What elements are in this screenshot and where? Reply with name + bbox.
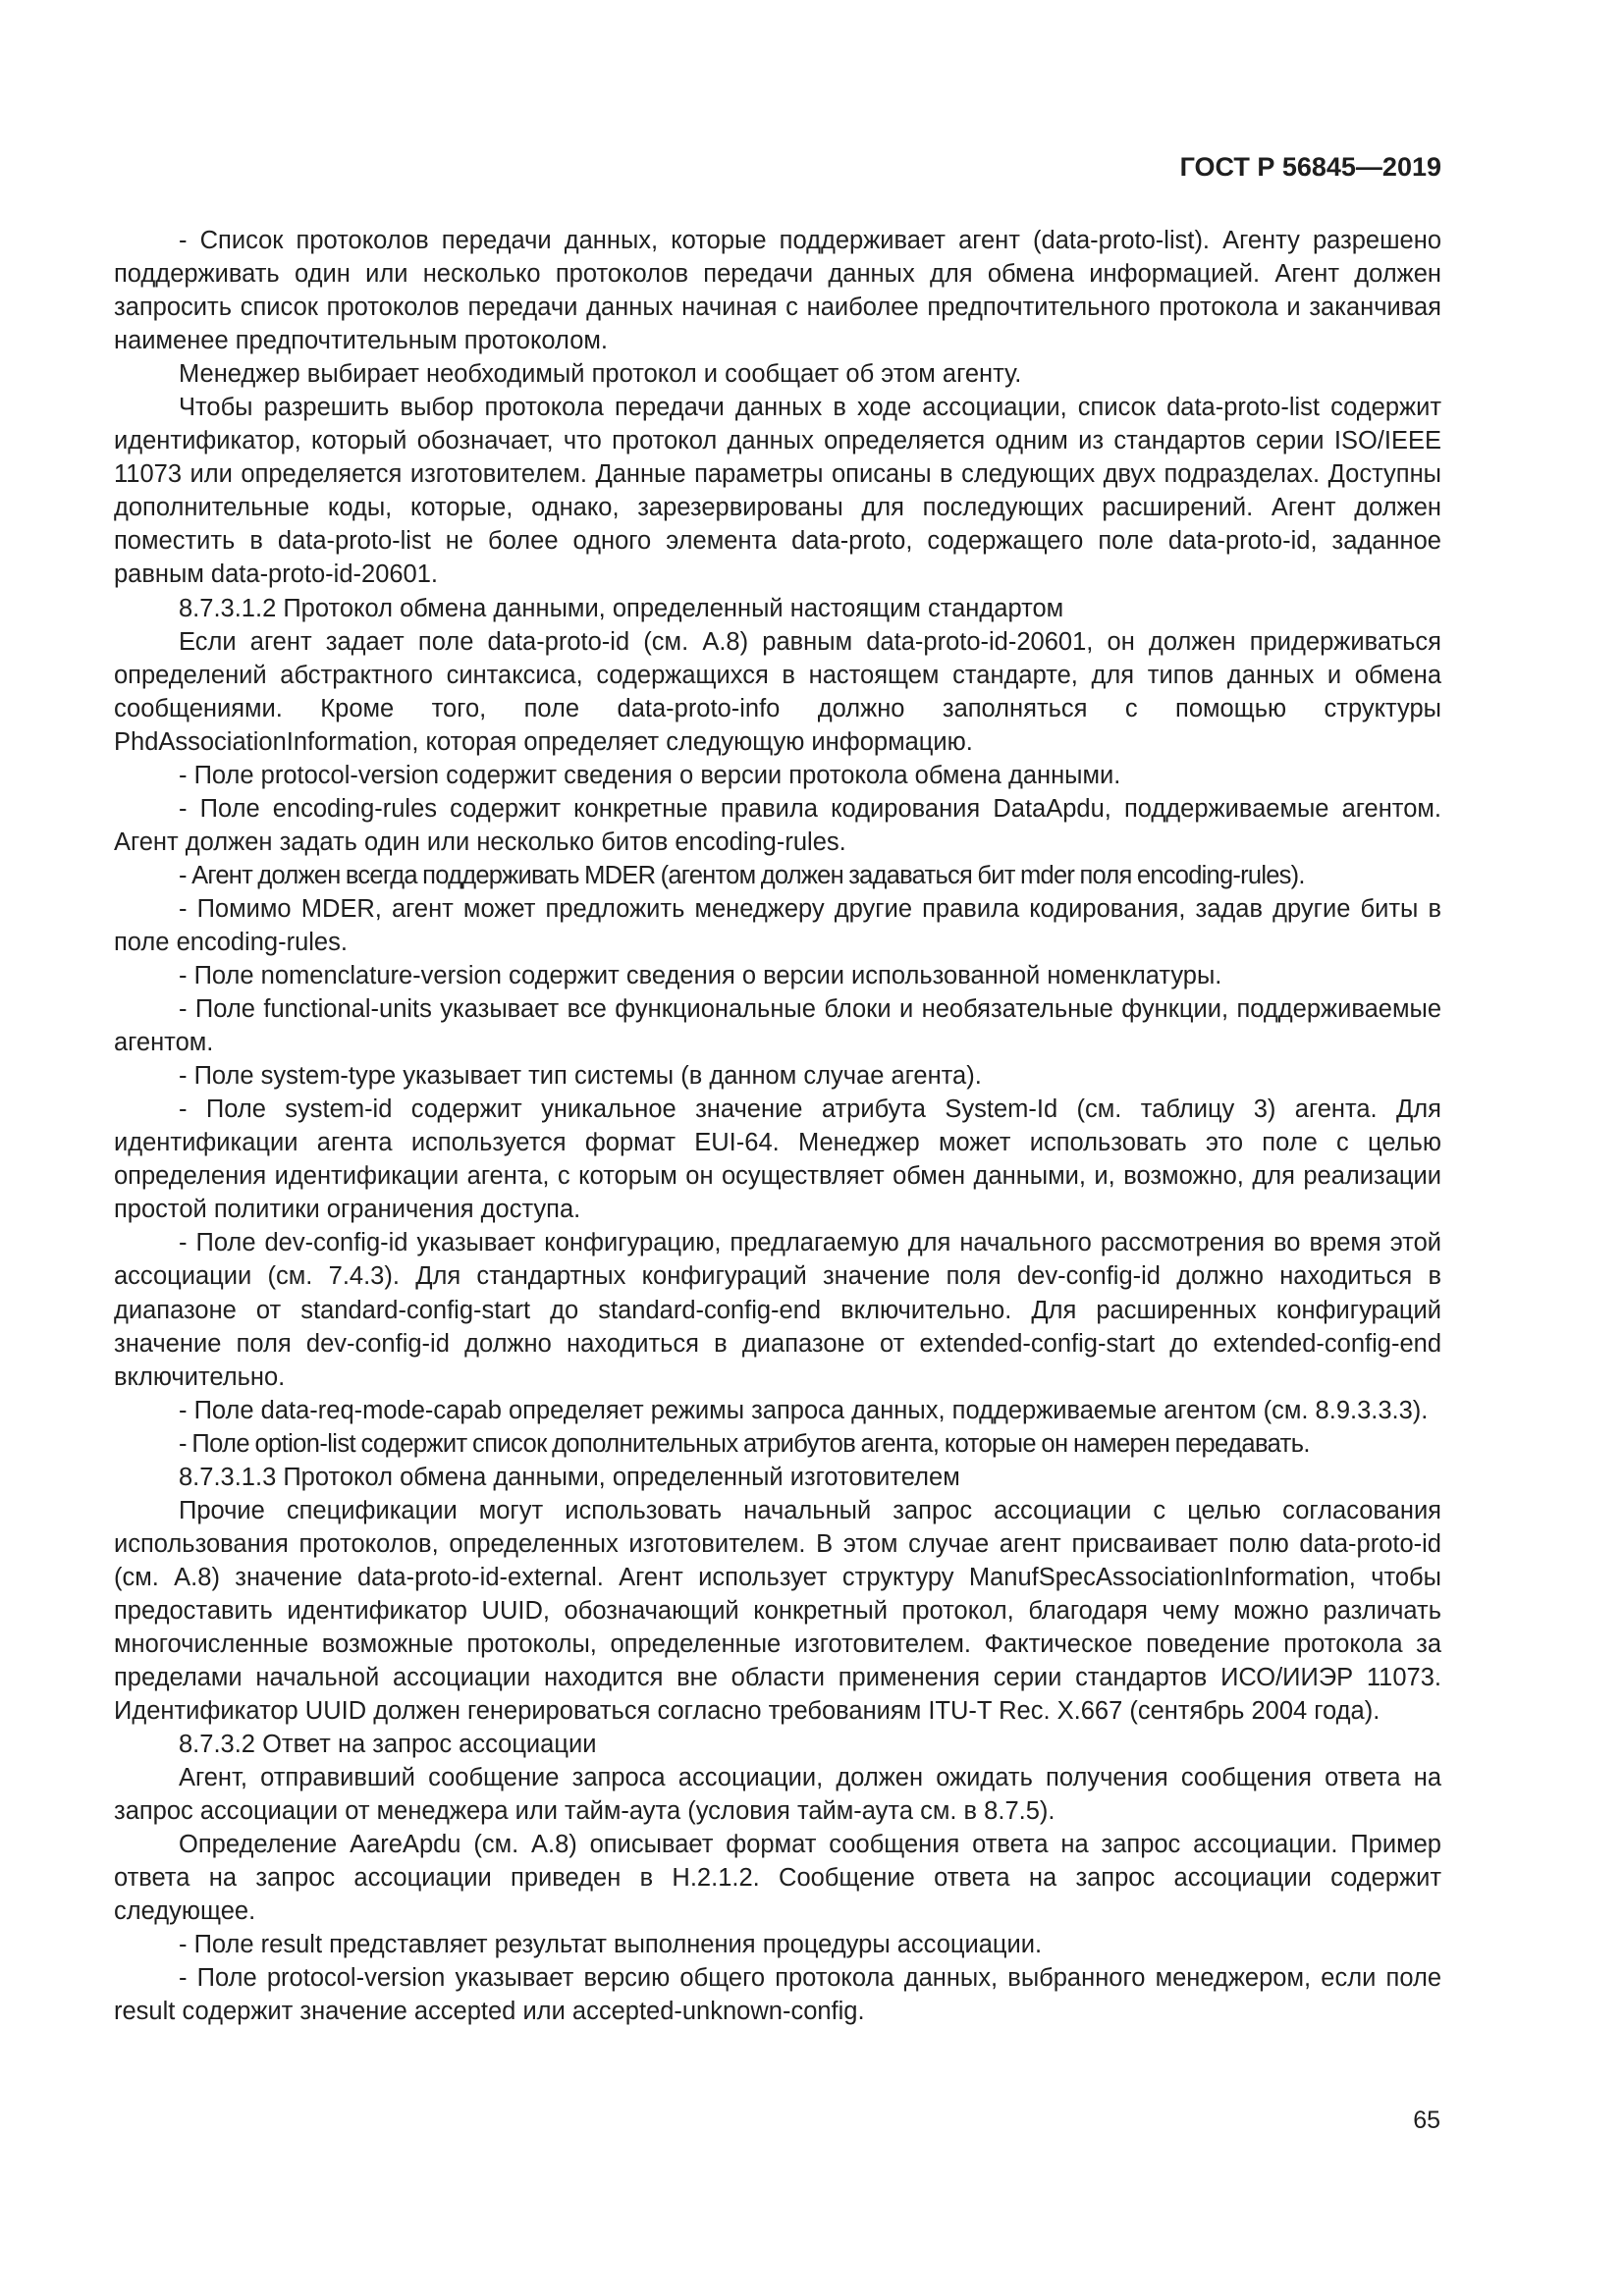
document-body — [114, 224, 1441, 2029]
paragraph: Агент, отправивший сообщение запроса ассоциации, должен ожидать получения сообщения ответа на запрос ассоциации от менеджера или тайм-аута (условия тайм-аута см. в 8.7.5). — [114, 1764, 1441, 1826]
list-item: - Поле protocol-version содержит сведения о версии протокола обмена данными. — [179, 761, 1121, 789]
section-heading: 8.7.3.1.2 Протокол обмена данными, определенный настоящим стандартом — [179, 594, 1064, 622]
paragraph: Если агент задает поле data-proto-id (см. А.8) равным data-proto-id-20601, он должен придерживаться определений абстрактного синтаксиса, содержащихся в настоящем стандарте, для типов данных и обмена сообщениями. Кроме того, поле data-proto-info должно заполняться с помощью структуры PhdAssociationInformation, которая определяет следующую информацию. — [114, 627, 1441, 756]
section-heading: 8.7.3.2 Ответ на запрос ассоциации — [179, 1731, 597, 1759]
list-item: - Поле result представляет результат выполнения процедуры ассоциации. — [179, 1931, 1043, 1959]
list-item: - Поле functional-units указывает все функциональные блоки и необязательные функции, поддерживаемые агентом. — [114, 995, 1441, 1057]
list-item: - Поле data-req-mode-capab определяет режимы запроса данных, поддерживаемые агентом (см. 8.9.3.3.3). — [179, 1396, 1429, 1424]
page-number: 65 — [1413, 2107, 1440, 2134]
list-item: - Поле protocol-version указывает версию общего протокола данных, выбранного менеджером, если поле result содержит значение accepted или accepted-unknown-config. — [114, 1964, 1441, 2026]
list-item: - Поле encoding-rules содержит конкретные правила кодирования DataApdu, поддерживаемые агентом. Агент должен задать один или несколько битов encoding-rules. — [114, 794, 1441, 856]
list-item: - Помимо MDER, агент может предложить менеджеру другие правила кодирования, задав другие биты в поле encoding-rules. — [114, 894, 1441, 956]
document-header: ГОСТ Р 56845—2019 — [1179, 152, 1441, 182]
list-item: - Поле nomenclature-version содержит сведения о версии использованной номенклатуры. — [179, 962, 1222, 990]
paragraph: Определение AareApdu (см. А.8) описывает формат сообщения ответа на запрос ассоциации. Пример ответа на запрос ассоциации приведен в Н.2.1.2. Сообщение ответа на запрос ассоциации содержит следующее. — [114, 1831, 1441, 1926]
list-item: - Поле dev-config-id указывает конфигурацию, предлагаемую для начального рассмотрения во время этой ассоциации (см. 7.4.3). Для стандартных конфигураций значение поля dev-config-id должно находиться в диапазоне от standard-config-start до standard-config-end включительно. Для расширенных конфигураций значение поля dev-config-id должно находиться в диапазоне от extended-config-start до extended-config-end включительно. — [114, 1229, 1441, 1391]
paragraph: Чтобы разрешить выбор протокола передачи данных в ходе ассоциации, список data-proto-list содержит идентификатор, который обозначает, что протокол данных определяется одним из стандартов серии ISO/IEEE 11073 или определяется изготовителем. Данные параметры описаны в следующих двух подразделах. Доступны дополнительные коды, которые, однако, зарезервированы для последующих расширений. Агент должен поместить в data-proto-list не более одного элемента data-proto, содержащего поле data-proto-id, заданное равным data-proto-id-20601. — [114, 394, 1441, 589]
list-item: - Поле system-type указывает тип системы (в данном случае агента). — [179, 1062, 982, 1091]
list-item: - Агент должен всегда поддерживать MDER (агентом должен задаваться бит mder поля encoding-rules). — [179, 861, 1305, 889]
list-item: - Поле system-id содержит уникальное значение атрибута System-Id (см. таблицу 3) агента. Для идентификации агента используется формат EUI-64. Менеджер может использовать это поле с целью определения идентификации агента, с которым он осуществляет обмен данными, и, возможно, для реализации простой политики ограничения доступа. — [114, 1095, 1441, 1224]
list-item: - Поле option-list содержит список дополнительных атрибутов агента, которые он намерен передавать. — [179, 1429, 1310, 1458]
section-heading: 8.7.3.1.3 Протокол обмена данными, определенный изготовителем — [179, 1463, 960, 1491]
paragraph: - Список протоколов передачи данных, которые поддерживает агент (data-proto-list). Агенту разрешено поддерживать один или несколько протоколов передачи данных для обмена информацией. Агент должен запросить список протоколов передачи данных начиная с наиболее предпочтительного протокола и заканчивая наименее предпочтительным протоколом. — [114, 227, 1441, 355]
paragraph: Менеджер выбирает необходимый протокол и сообщает об этом агенту. — [179, 360, 1022, 389]
paragraph: Прочие спецификации могут использовать начальный запрос ассоциации с целью согласования использования протоколов, определенных изготовителем. В этом случае агент присваивает полю data-proto-id (см. А.8) значение data-proto-id-external. Агент использует структуру ManufSpecAssociationInformation, чтобы предоставить идентификатор UUID, обозначающий конкретный протокол, благодаря чему можно различать многочисленные возможные протоколы, определенные изготовителем. Фактическое поведение протокола за пределами начальной ассоциации находится вне области применения серии стандартов ИСО/ИИЭР 11073. Идентификатор UUID должен генерироваться согласно требованиям ITU-T Rec. X.667 (сентябрь 2004 года). — [114, 1496, 1441, 1726]
